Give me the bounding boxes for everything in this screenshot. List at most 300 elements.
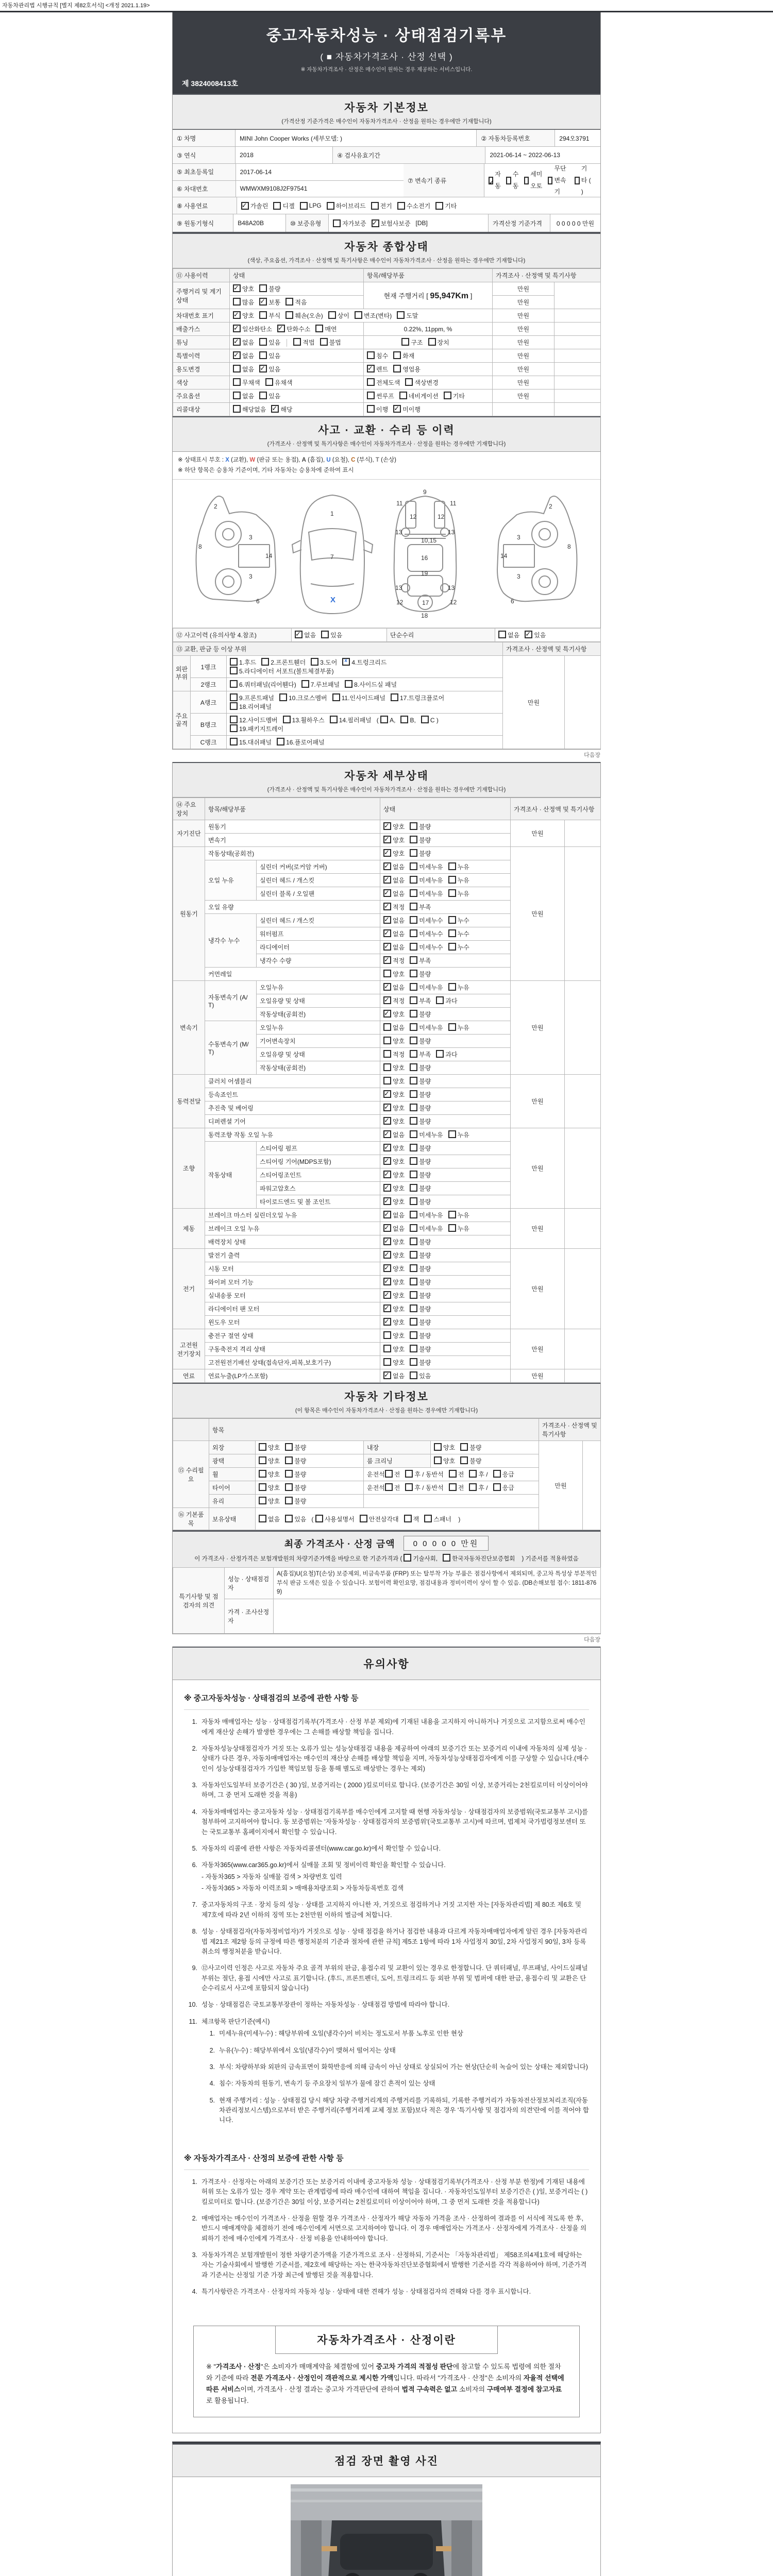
checkbox-icon (410, 943, 417, 951)
notice-item-line: - 자동차365 > 자동차 이력조회 > 매매용차량조회 > 자동차등록번호 검색 (201, 1885, 404, 1892)
option-label: 불량 (419, 1252, 431, 1260)
option-label: 무단변속기 (554, 164, 566, 196)
option-label: 불량 (419, 1118, 431, 1126)
table-cell: 브레이크 오일 누유 (205, 1222, 380, 1235)
transmission-options (484, 164, 600, 197)
checkbox-icon (410, 1090, 417, 1098)
table-cell: 등속죠인트 (205, 1088, 380, 1101)
option-label: 미세누유 (419, 890, 443, 898)
table-cell (565, 820, 601, 847)
table-cell: 스티어링 기어(MDPS포함) (257, 1155, 380, 1168)
option-label: 불량 (419, 1359, 431, 1367)
checkbox-icon (259, 392, 267, 399)
option-label: 자동 (495, 171, 501, 190)
table-cell: 스티어링 펌프 (257, 1142, 380, 1155)
checkbox-icon (259, 1470, 266, 1478)
checkbox-checked-icon (383, 1197, 391, 1205)
table-cell: 고전원 전기장치 (173, 1329, 205, 1369)
notice-item (184, 2287, 589, 2297)
table-cell (565, 1128, 601, 1209)
table-cell: 만원 (493, 309, 554, 323)
about-valuation-body: ※ "가격조사 · 산정"은 소비자가 매매계약을 체결함에 있어 중고차 가격의 적절성 판단에 참고할 수 있도록 법령에 의한 절차와 기준에 따라 전문 가격조사 · 산정인이 객관적으로 제시한 가액입니다. 따라서 "가격조사 · 산정"은 소비자의 자율적 선택에 따른 서비스이며, 가격조사 · 산정 결과는 중고차 가격판단에 관하여 법적 구속력은 없고 소비자의 구매여부 결정에 참고자료로 활용됩니다. (206, 2362, 564, 2404)
accident-history-table (173, 628, 600, 642)
notice-item-number: 1. (192, 1718, 197, 1726)
option-label: 잭 (413, 1515, 419, 1523)
column-header: ⑭ 주요장치 (173, 798, 205, 820)
option-label: 12.사이드멤버 (239, 717, 278, 724)
option-label: 양호 (393, 971, 405, 978)
table-cell: 2랭크 (191, 678, 227, 691)
checkbox-icon (393, 365, 401, 372)
svg-text:16: 16 (421, 554, 428, 562)
checkbox-icon (259, 311, 267, 319)
checkbox-icon (460, 1456, 468, 1464)
table-cell (380, 941, 511, 954)
notice-sub-number: 2. (209, 2046, 215, 2054)
table-cell (256, 1454, 364, 1468)
table-cell (583, 1441, 601, 1530)
column-header: 가격조사 · 산정액 및 특기사항 (503, 642, 601, 656)
checkbox-icon (285, 1470, 293, 1478)
checkbox-checked-icon (233, 311, 241, 319)
table-cell (230, 349, 364, 363)
car-name-label: ① 차명 (173, 130, 236, 146)
checkbox-checked-icon (383, 1184, 391, 1192)
checkbox-icon (233, 298, 241, 306)
table-cell (554, 336, 601, 349)
option-label: 누유 (457, 1131, 469, 1139)
checkbox-checked-icon (233, 325, 241, 332)
table-row (173, 363, 601, 376)
checkbox-icon (367, 405, 375, 413)
notice-item-number: 7. (192, 1901, 197, 1909)
checkbox-icon (443, 1554, 450, 1562)
checkbox-icon (327, 202, 334, 210)
notice-heading: ※ 자동차가격조사 · 산정의 보증에 관한 사항 등 (184, 2147, 589, 2170)
table-cell: 현재 주행거리 [ 95,947Km ] (364, 282, 493, 309)
checkbox-icon (300, 202, 308, 210)
table-cell: 변속기 (173, 981, 205, 1075)
option-label: 누유 (457, 863, 469, 871)
checkbox-icon (320, 338, 328, 346)
checkbox-checked-icon (383, 929, 391, 937)
table-cell: 만원 (511, 1075, 565, 1128)
notice-sub-number: 5. (209, 2096, 215, 2104)
table-cell: 특별이력 (173, 349, 230, 363)
checkbox-icon (233, 405, 241, 413)
notice-item (184, 1963, 589, 1993)
table-cell (554, 363, 601, 376)
table-cell: 휠 (209, 1468, 256, 1481)
checkbox-icon (448, 1023, 456, 1031)
checkbox-icon (404, 1515, 412, 1522)
option-label: 매연 (325, 326, 337, 333)
option-label: 스패너 (433, 1515, 452, 1523)
notice-item (184, 2177, 589, 2207)
reg-no-value: 294오3791 (559, 134, 590, 142)
checkbox-checked-icon (233, 351, 241, 359)
checkbox-icon (498, 631, 506, 638)
checkbox-checked-icon (383, 983, 391, 991)
checkbox-icon (321, 631, 329, 638)
year-label: ③ 연식 (173, 147, 236, 163)
notice-sub-item (201, 2079, 589, 2089)
svg-text:9: 9 (423, 488, 427, 496)
table-cell: 만원 (493, 323, 554, 336)
option-label: 불량 (419, 1172, 431, 1179)
checkbox-icon (448, 943, 456, 951)
section-accident-title: 사고 · 교환 · 수리 등 이력 (318, 425, 455, 437)
doc-header-note: ※ 자동차가격조사 · 산정은 매수인이 원하는 경우 제공하는 서비스입니다. (300, 66, 473, 73)
table-cell (227, 678, 503, 691)
table-cell: 차대번호 표기 (173, 309, 230, 323)
section-detail-subtitle: (가격조사 · 산정액 및 특기사항은 매수인이 자동차가격조사 · 산정을 원하는 경우에만 기재합니다) (267, 787, 506, 793)
notice-item-number: 4. (192, 2288, 197, 2296)
table-cell: 실린더 커버(로커암 커버) (257, 860, 380, 874)
table-row (173, 1599, 601, 1634)
option-label: 양호 (393, 1239, 405, 1246)
svg-text:3: 3 (249, 573, 253, 581)
table-cell: 원동기 (205, 820, 380, 834)
notice-item (184, 1844, 589, 1854)
option-label: 장치 (437, 339, 449, 347)
checkbox-checked-icon (383, 836, 391, 843)
option-label: 영업용 (402, 366, 421, 374)
option-label: 누수 (457, 917, 469, 925)
checkbox-icon (424, 1515, 432, 1522)
table-cell (380, 1356, 511, 1369)
svg-text:11: 11 (450, 500, 457, 507)
table-cell: 디퍼렌셜 기어 (205, 1115, 380, 1128)
option-label: 불량 (419, 823, 431, 831)
table-cell (292, 629, 387, 642)
pager-next-1: 다음장 (584, 752, 600, 759)
table-cell: 작동상태(공회전) (257, 1061, 380, 1075)
reg-no-label: ② 자동차등록번호 (477, 130, 555, 146)
checkbox-checked-icon (383, 1224, 391, 1232)
checkbox-icon (285, 1515, 293, 1522)
checkbox-icon (259, 1497, 266, 1504)
checkbox-icon (410, 1197, 417, 1205)
table-cell: 내장 (364, 1441, 431, 1454)
checkbox-icon (410, 1304, 417, 1312)
checkbox-icon (393, 351, 401, 359)
svg-text:13: 13 (448, 584, 455, 592)
checkbox-icon (405, 1483, 413, 1491)
table-cell (554, 282, 601, 309)
option-label: 불량 (419, 1145, 431, 1153)
table-cell (380, 1343, 511, 1356)
svg-text:19: 19 (421, 570, 428, 578)
option-label: 16.플로어패널 (286, 739, 325, 747)
checkbox-icon (259, 1515, 266, 1522)
table-cell: 만원 (511, 1209, 565, 1249)
table-cell (274, 1599, 601, 1634)
option-label: 있음 (294, 1515, 307, 1523)
table-cell: 리콜대상 (173, 403, 230, 416)
option-label: 10.크로스멤버 (288, 694, 327, 702)
option-label: 과다 (445, 997, 458, 1005)
table-cell: 실내송풍 모터 (205, 1289, 380, 1302)
checkbox-icon (285, 1497, 293, 1504)
table-cell: 배력장치 상태 (205, 1235, 380, 1249)
option-label: 기타 (445, 202, 457, 210)
option-label: 네비게이션 (408, 393, 439, 400)
option-label: 전체도색 (376, 379, 400, 387)
notice-item (184, 2017, 589, 2132)
notice-item-number: 8. (192, 1928, 197, 1936)
checkbox-icon (448, 983, 456, 991)
table-cell (230, 309, 493, 323)
option-label: 3.도어 (320, 659, 338, 667)
checkbox-icon (383, 1345, 391, 1352)
option-label: 양호 (393, 1145, 405, 1153)
option-label: 탄화수소 (286, 326, 311, 333)
checkbox-icon (410, 1104, 417, 1111)
section-etc-header (173, 1383, 600, 1418)
table-cell (380, 1008, 511, 1021)
option-label: 유채색 (274, 379, 293, 387)
table-cell: ⑫ 사고이력 (유의사항 4.참조) (173, 629, 292, 642)
table-cell (380, 981, 511, 994)
table-cell (380, 1195, 511, 1209)
option-label: 불량 (419, 1158, 431, 1166)
option-label: 많음 (242, 299, 255, 306)
checkbox-icon (315, 1515, 323, 1522)
section-basic-title: 자동차 기본정보 (344, 102, 429, 114)
table-cell: 광택 (209, 1454, 256, 1468)
option-label: 양호 (393, 1198, 405, 1206)
table-row (173, 1568, 601, 1599)
checkbox-icon (410, 889, 417, 897)
checkbox-checked-icon (383, 1171, 391, 1178)
svg-text:8: 8 (198, 543, 202, 551)
checkbox-icon (436, 996, 444, 1004)
checkbox-icon (410, 876, 417, 884)
option-label: 4.트렁크리드 (351, 659, 387, 667)
checkbox-icon (285, 311, 293, 319)
table-cell: 구동축전지 격리 상태 (205, 1343, 380, 1356)
section-photos-title: 점검 장면 촬영 사진 (334, 2455, 439, 2467)
table-cell: 연료누출(LP가스포함) (205, 1369, 380, 1383)
checkbox-icon (259, 351, 267, 359)
notice-item-text: 자동차매매업자는 중고자동차 성능 · 상태점검기록부를 매수인에게 고지할 때 현행 자동차성능 · 상태점검자의 보증범위(국토교통부 고시)를 첨부하여 고지하여야 합니다. 동 보증범위는 '자동차성능 · 상태점검자의 보증범위'(국토교통부 고시)에 따르며, 법제처 국가법령정보센터 또는 국토교통부 홈페이지에서 확인할 수 있습니다. (201, 1808, 589, 1836)
checkbox-icon (233, 378, 241, 386)
column-header: 항목 (209, 1419, 539, 1441)
table-cell: 조향 (173, 1128, 205, 1209)
table-header-row (173, 1419, 601, 1441)
checkbox-icon (448, 1130, 456, 1138)
checkbox-checked-icon (383, 1157, 391, 1165)
notice-item-number: 4. (192, 1808, 197, 1816)
table-cell (380, 1075, 511, 1088)
table-cell (380, 874, 511, 887)
table-cell (364, 363, 493, 376)
option-label: 불량 (419, 1292, 431, 1300)
table-cell: 라디에이터 (257, 941, 380, 954)
table-cell: 냉각수 수량 (257, 954, 380, 968)
option-label: 양호 (443, 1444, 456, 1452)
checkbox-icon (435, 202, 443, 210)
table-cell: 만원 (493, 282, 554, 296)
option-label: 부족 (419, 1051, 431, 1059)
checkbox-checked-icon (383, 889, 391, 897)
option-label: 양호 (393, 1319, 405, 1327)
svg-text:2: 2 (214, 503, 217, 511)
checkbox-icon (469, 1470, 477, 1478)
option-label: 있음 (419, 1372, 431, 1380)
table-cell (380, 1316, 511, 1329)
checkbox-icon (233, 365, 241, 372)
option-label: 13.휠하우스 (292, 717, 325, 724)
notice-sub-text: 현재 주행거리 : 성능 · 상태점검 당시 해당 차량 주행거리계의 주행거리를 기록하되, 기록한 주행거리가 자동차전산정보처리조직(자동차관리정보시스템)으로부터 받은 주행거리(주행거리계 교체 정보 포함)보다 적은 경우 '특기사항 및 점검자의 의견'란에 이를 적어야 합니다. (219, 2096, 589, 2124)
table-cell: 만원 (511, 847, 565, 981)
table-row (173, 389, 601, 403)
checkbox-icon (434, 1443, 442, 1451)
table-cell: 오일유량 및 상태 (257, 1048, 380, 1061)
checkbox-icon (410, 1023, 417, 1031)
option-label: 하이브리드 (335, 202, 366, 210)
checkbox-icon (410, 836, 417, 843)
checkbox-icon (410, 1251, 417, 1259)
car-diagram (173, 480, 600, 628)
checkbox-checked-icon (295, 631, 303, 638)
inspector-opinion-table (173, 1567, 600, 1634)
option-label: 없음 (393, 984, 405, 992)
notice-item (184, 2000, 589, 2010)
table-cell (565, 1209, 601, 1249)
table-cell (554, 376, 601, 389)
option-label: 14.필러패널 (339, 717, 372, 724)
checkbox-checked-icon (393, 405, 401, 413)
table-cell: 원동기 (173, 847, 205, 981)
table-cell (227, 656, 503, 678)
table-cell (493, 403, 554, 416)
table-cell: 운전석 전 후 / 동반석 전 후 / 응급 (364, 1468, 539, 1481)
doc-header (173, 12, 600, 94)
vin-label: ⑥ 차대번호 (173, 181, 236, 197)
table-cell (380, 968, 511, 981)
checkbox-icon (285, 298, 293, 306)
table-cell (380, 1182, 511, 1195)
option-label: 불량 (419, 1346, 431, 1353)
table-row (173, 376, 601, 389)
table-cell (380, 1209, 511, 1222)
checkbox-icon (371, 202, 379, 210)
table-cell: 외판부위 (173, 656, 191, 691)
table-row (173, 981, 601, 994)
svg-text:12: 12 (450, 599, 457, 606)
option-label: 누유 (457, 1212, 469, 1219)
table-cell (230, 296, 364, 309)
checkbox-icon (273, 202, 281, 210)
inspection-label: ④ 검사유효기간 (333, 147, 485, 163)
table-cell: A랭크 (191, 691, 227, 714)
inspection-document-page3 (172, 1647, 601, 2433)
checkbox-checked-icon (383, 916, 391, 924)
svg-text:12: 12 (410, 513, 417, 521)
final-price-band (173, 1530, 600, 1567)
table-cell (364, 376, 493, 389)
option-label: 부족 (419, 997, 431, 1005)
notice-sub-item (201, 2046, 589, 2056)
option-label: 없음 (393, 890, 405, 898)
option-label: 누유 (457, 1024, 469, 1032)
table-cell: 외장 (209, 1441, 256, 1454)
table-cell: 만원 (493, 363, 554, 376)
fuel-options (237, 197, 600, 214)
checkbox-checked-icon (383, 1144, 391, 1151)
checkbox-icon (410, 1331, 417, 1339)
option-label: 불량 (294, 1458, 307, 1465)
vin-value: WMWXM9108J2F97541 (240, 185, 308, 193)
option-label: 양호 (393, 1346, 405, 1353)
option-label: A, (390, 717, 396, 724)
option-label: 한국자동차진단보증협회 (452, 1556, 515, 1563)
table-cell: 운전석 전 후 / 동반석 전 후 / 응급 (364, 1481, 539, 1495)
table-cell: 만원 (511, 820, 565, 847)
checkbox-checked-icon (383, 1010, 391, 1018)
table-cell: 주요옵션 (173, 389, 230, 403)
table-cell (364, 1495, 539, 1508)
checkbox-icon (448, 929, 456, 937)
checkbox-icon (449, 1483, 457, 1491)
car-name-value: MINI John Cooper Works (세부모델: ) (236, 130, 477, 146)
table-cell: 워터펌프 (257, 927, 380, 941)
checkbox-icon (428, 338, 436, 346)
checkbox-checked-icon (383, 1211, 391, 1218)
table-row (173, 309, 601, 323)
svg-text:6: 6 (511, 598, 514, 605)
checkbox-icon (410, 1345, 417, 1352)
first-reg-label: ⑤ 최초등록일 (173, 164, 236, 180)
table-cell (256, 1495, 364, 1508)
accident-legend-note: ※ 하단 항목은 승용차 기준이며, 기타 자동차는 승용차에 준하여 표시 (178, 467, 354, 473)
option-label: 불량 (419, 837, 431, 844)
option-label: 수소전기 (406, 202, 431, 210)
checkbox-icon (448, 862, 456, 870)
table-row (173, 1249, 601, 1262)
checkbox-checked-icon (383, 876, 391, 884)
option-label: 없음 (242, 366, 255, 374)
option-label: 양호 (393, 837, 405, 844)
table-cell (364, 349, 493, 363)
notice-sub-text: 침수: 자동차의 원동기, 변속기 등 주요장치 일부가 물에 잠긴 흔적이 있는 상태 (219, 2080, 435, 2088)
checkbox-icon (404, 1554, 411, 1562)
notice-sub-number: 3. (209, 2063, 215, 2071)
doc-number: 제 3824008413호 (182, 79, 238, 88)
option-label: 양호 (268, 1498, 280, 1505)
table-cell (256, 1481, 364, 1495)
checkbox-checked-icon (525, 631, 532, 638)
table-cell (364, 403, 493, 416)
notice-item (184, 1807, 589, 1837)
option-label: 양호 (393, 1252, 405, 1260)
checkbox-icon (410, 1211, 417, 1218)
option-label: 적정 (393, 904, 405, 911)
notice-heading: ※ 중고자동차성능 · 상태점검의 보증에 관한 사항 등 (184, 1687, 589, 1710)
checkbox-checked-icon (383, 1304, 391, 1312)
checkbox-icon (506, 177, 511, 184)
notice-sub-number: 4. (209, 2080, 215, 2088)
checkbox-icon (383, 970, 391, 977)
notice-item-text: 성능 · 상태점검자(자동차정비업자)가 거짓으로 성능 · 상태 점검을 하거나 점검한 내용과 다르게 자동차매매업자에게 알린 경우 [자동차관리법 제21조 제2항 등의 규정에 따른 행정처분의 기준과 절차에 관한 규칙] 제5조 1항에 따라 1차 사업정지 30일, 2차 사업정지 90일, 3차 등록취소의 행정처분을 받습니다. (201, 1928, 587, 1955)
table-cell: 기어변속장치 (257, 1035, 380, 1048)
checkbox-icon (383, 1037, 391, 1044)
column-header: ⑬ 교환, 판금 등 이상 부위 (173, 642, 503, 656)
option-label: 양호 (443, 1458, 456, 1465)
option-label: 없음 (393, 944, 405, 952)
